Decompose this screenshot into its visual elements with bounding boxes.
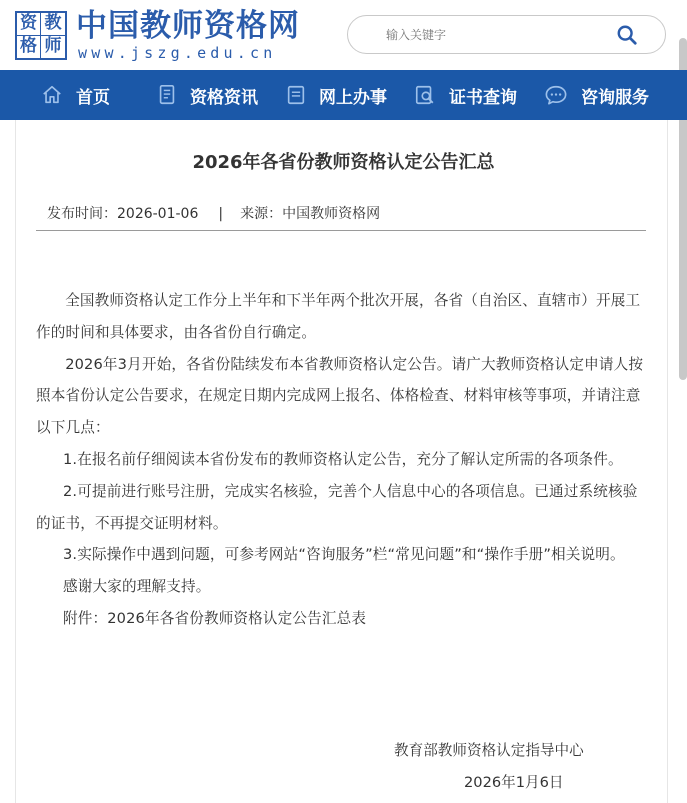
main-nav <box>0 70 687 120</box>
nav-label: 资格资讯 <box>190 87 258 108</box>
logo-char: 师 <box>44 36 62 57</box>
nav-label: 咨询服务 <box>581 87 649 108</box>
search-icon[interactable] <box>616 24 638 46</box>
site-logo[interactable] <box>15 11 67 60</box>
divider <box>36 230 646 231</box>
signature-org: 教育部教师资格认定指导中心 <box>394 742 584 759</box>
nav-label: 首页 <box>76 87 110 108</box>
article-meta <box>47 203 380 223</box>
logo-char: 教 <box>41 13 65 36</box>
nav-item-news[interactable] <box>157 70 258 120</box>
site-url: www.jszg.edu.cn <box>78 44 277 62</box>
form-icon <box>286 84 306 106</box>
meta-separator: | <box>218 206 224 222</box>
list-item: 2.可提前进行账号注册，完成实名核验，完善个人信息中心的各项信息。已通过系统核验的证书，不再提交证明材料。 <box>36 482 638 532</box>
paragraph: 2026年3月开始，各省份陆续发布本省教师资格认定公告。请广大教师资格认定申请人按照本省份认定公告要求，在规定日期内完成网上报名、体格检查、材料审核等事项，并请注意以下几点： <box>36 355 644 437</box>
chat-icon <box>544 84 568 106</box>
nav-item-certificate-query[interactable] <box>414 70 517 120</box>
home-icon <box>41 84 63 106</box>
article-title: 2026年各省份教师资格认定公告汇总 <box>192 152 495 173</box>
certificate-search-icon <box>414 84 436 106</box>
nav-label: 网上办事 <box>319 87 387 108</box>
nav-item-online-service[interactable] <box>286 70 387 120</box>
article-body <box>36 285 648 635</box>
signature-date: 2026年1月6日 <box>464 773 564 791</box>
search-box <box>347 15 666 54</box>
site-name[interactable]: 中国教师资格网 <box>76 8 300 44</box>
logo-char: 格 <box>17 36 41 59</box>
list-item: 3.实际操作中遇到问题，可参考网站“咨询服务”栏“常见问题”和“操作手册”相关说明。 <box>63 546 625 564</box>
paragraph: 感谢大家的理解支持。 <box>63 578 211 596</box>
paragraph: 全国教师资格认定工作分上半年和下半年两个批次开展，各省（自治区、直辖市）开展工作的时间和具体要求，由各省份自行确定。 <box>36 292 641 341</box>
nav-label: 证书查询 <box>449 87 517 108</box>
logo-char: 资 <box>17 13 41 36</box>
publish-date: 发布时间：2026-01-06 <box>47 206 199 222</box>
document-icon <box>157 84 177 106</box>
nav-item-home[interactable] <box>41 70 110 120</box>
article-source: 来源：中国教师资格网 <box>240 206 381 222</box>
nav-item-consulting[interactable] <box>544 70 649 120</box>
signature-block <box>394 735 584 798</box>
list-item: 1.在报名前仔细阅读本省份发布的教师资格认定公告，充分了解认定所需的各项条件。 <box>63 450 623 468</box>
search-input[interactable] <box>366 22 606 47</box>
site-header <box>0 0 687 70</box>
attachment-line: 附件：2026年各省份教师资格认定公告汇总表 <box>63 609 367 627</box>
